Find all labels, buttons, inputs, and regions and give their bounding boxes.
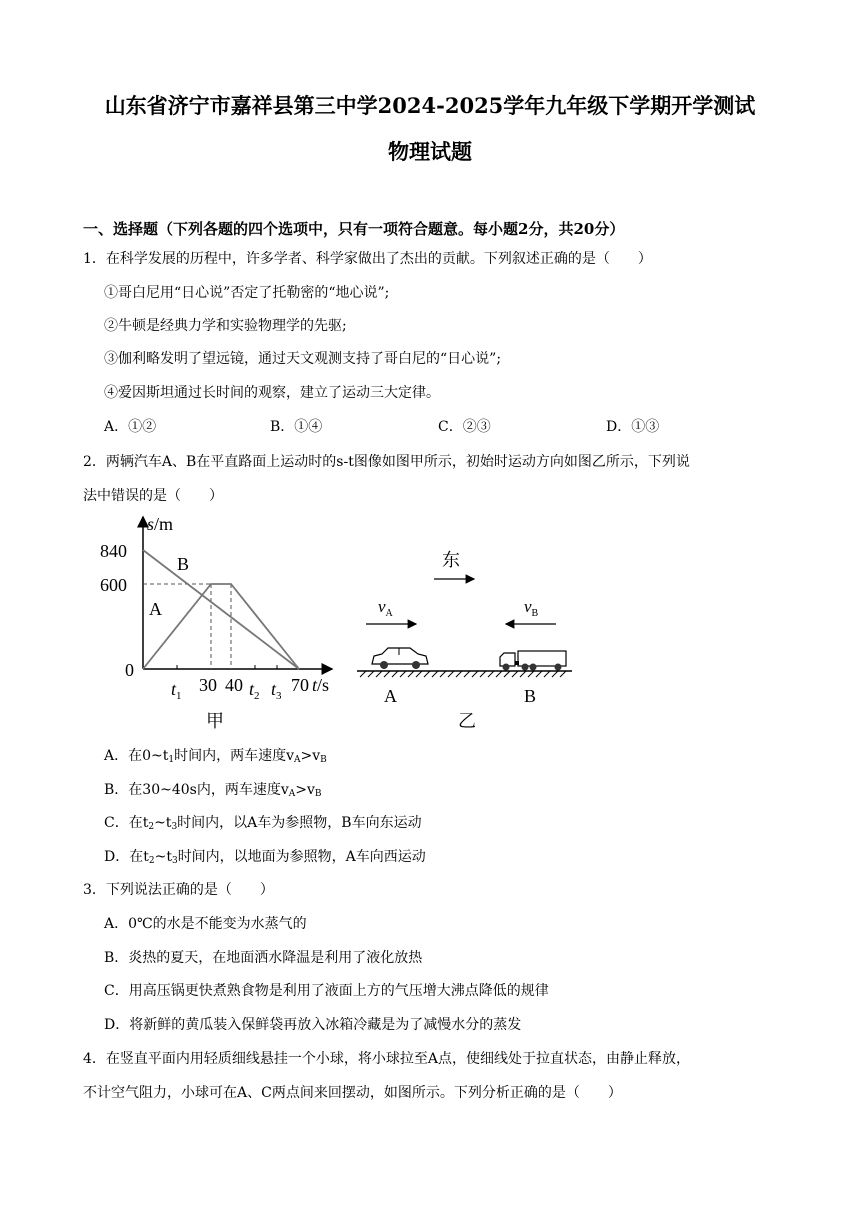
y-tick-600: 600 [100,575,127,595]
q2-option-b: B．在30~40s内，两车速度$v_A>v_B$ [104,782,322,799]
motion-scene [352,540,582,740]
s-t-graph [95,505,375,740]
line-a-label: A [149,599,162,619]
q1-item-3: ③伽利略发明了望远镜，通过天文观测支持了哥白尼的“日心说”; [104,351,502,367]
q1-option-d: D．①③ [606,419,660,435]
q3-option-a: A．0℃的水是不能变为水蒸气的 [104,916,307,932]
y-tick-840: 840 [100,541,127,561]
x-tick-70: 70 [291,675,309,695]
q2-option-d: D．在$t_2\sim t_3$时间内，以地面为参照物，A车向西运动 [104,849,426,866]
q1-option-a: A．①② [104,419,157,435]
x-axis-label: t/s [312,675,330,695]
q2-stem-line2: 法中错误的是（ ） [83,488,223,504]
x-tick-t1: $t_1$ [171,679,182,702]
graph-caption: 甲 [206,711,224,731]
ground-hatch [360,671,566,677]
scene-caption: 乙 [458,711,476,731]
q3-option-b: B．炎热的夏天，在地面洒水降温是利用了液化放热 [104,950,423,966]
q4-stem-line1: 4．在竖直平面内用轻质细线悬挂一个小球，将小球拉至A点，使细线处于拉直状态，由静止释放， [83,1051,691,1067]
q4-stem-line2: 不计空气阻力，小球可在A、C两点间来回摆动，如图所示。下列分析正确的是（ ） [83,1085,622,1101]
section-heading: 一、选择题（下列各题的四个选项中，只有一项符合题意。每小题2分，共20分） [83,220,625,238]
q2-stem-line1: 2．两辆汽车A、B在平直路面上运动时的s-t图像如图甲所示，初始时运动方向如图乙所示，下列说 [83,454,690,470]
q1-stem: 1．在科学发展的历程中，许多学者、科学家做出了杰出的贡献。下列叙述正确的是（ ） [83,251,652,267]
q1-item-2: ②牛顿是经典力学和实验物理学的先驱; [104,318,347,334]
q1-item-4: ④爱因斯坦通过长时间的观察，建立了运动三大定律。 [104,385,440,401]
page-subtitle: 物理试题 [388,139,472,164]
line-b-label: B [177,554,190,574]
va-label: $v_A$ [378,597,393,619]
q3-option-d: D．将新鲜的黄瓜装入保鲜袋再放入冰箱冷藏是为了减慢水分的蒸发 [104,1017,522,1033]
vb-label: $v_B$ [524,597,539,619]
label-a: A [384,686,397,706]
x-tick-t3: $t_3$ [271,679,282,702]
q2-option-a: A．在$0\sim t_1$时间内，两车速度$v_A>v_B$ [104,748,327,765]
q3-stem: 3．下列说法正确的是（ ） [83,882,274,898]
direction-label: 东 [442,550,460,570]
q1-option-c: C．②③ [438,419,491,435]
x-tick-30: 30 [199,675,217,695]
car-a [372,648,428,669]
x-tick-t2: $t_2$ [249,679,260,702]
q1-option-b: B．①④ [270,419,323,435]
label-b: B [524,686,537,706]
y-tick-0: 0 [125,660,134,680]
q3-option-c: C．用高压锅更快煮熟食物是利用了液面上方的气压增大沸点降低的规律 [104,983,549,999]
q2-option-c: C．在$t_2\sim t_3$时间内，以A车为参照物，B车向东运动 [104,815,422,832]
y-axis-label: s/m [147,514,174,534]
q1-item-1: ①哥白尼用“日心说”否定了托勒密的“地心说”; [104,285,390,301]
x-tick-40: 40 [225,675,243,695]
truck-b [500,651,566,671]
line-a [143,584,299,669]
line-b [143,550,299,669]
page-title: 山东省济宁市嘉祥县第三中学2024-2025学年九年级下学期开学测试 [104,93,756,118]
